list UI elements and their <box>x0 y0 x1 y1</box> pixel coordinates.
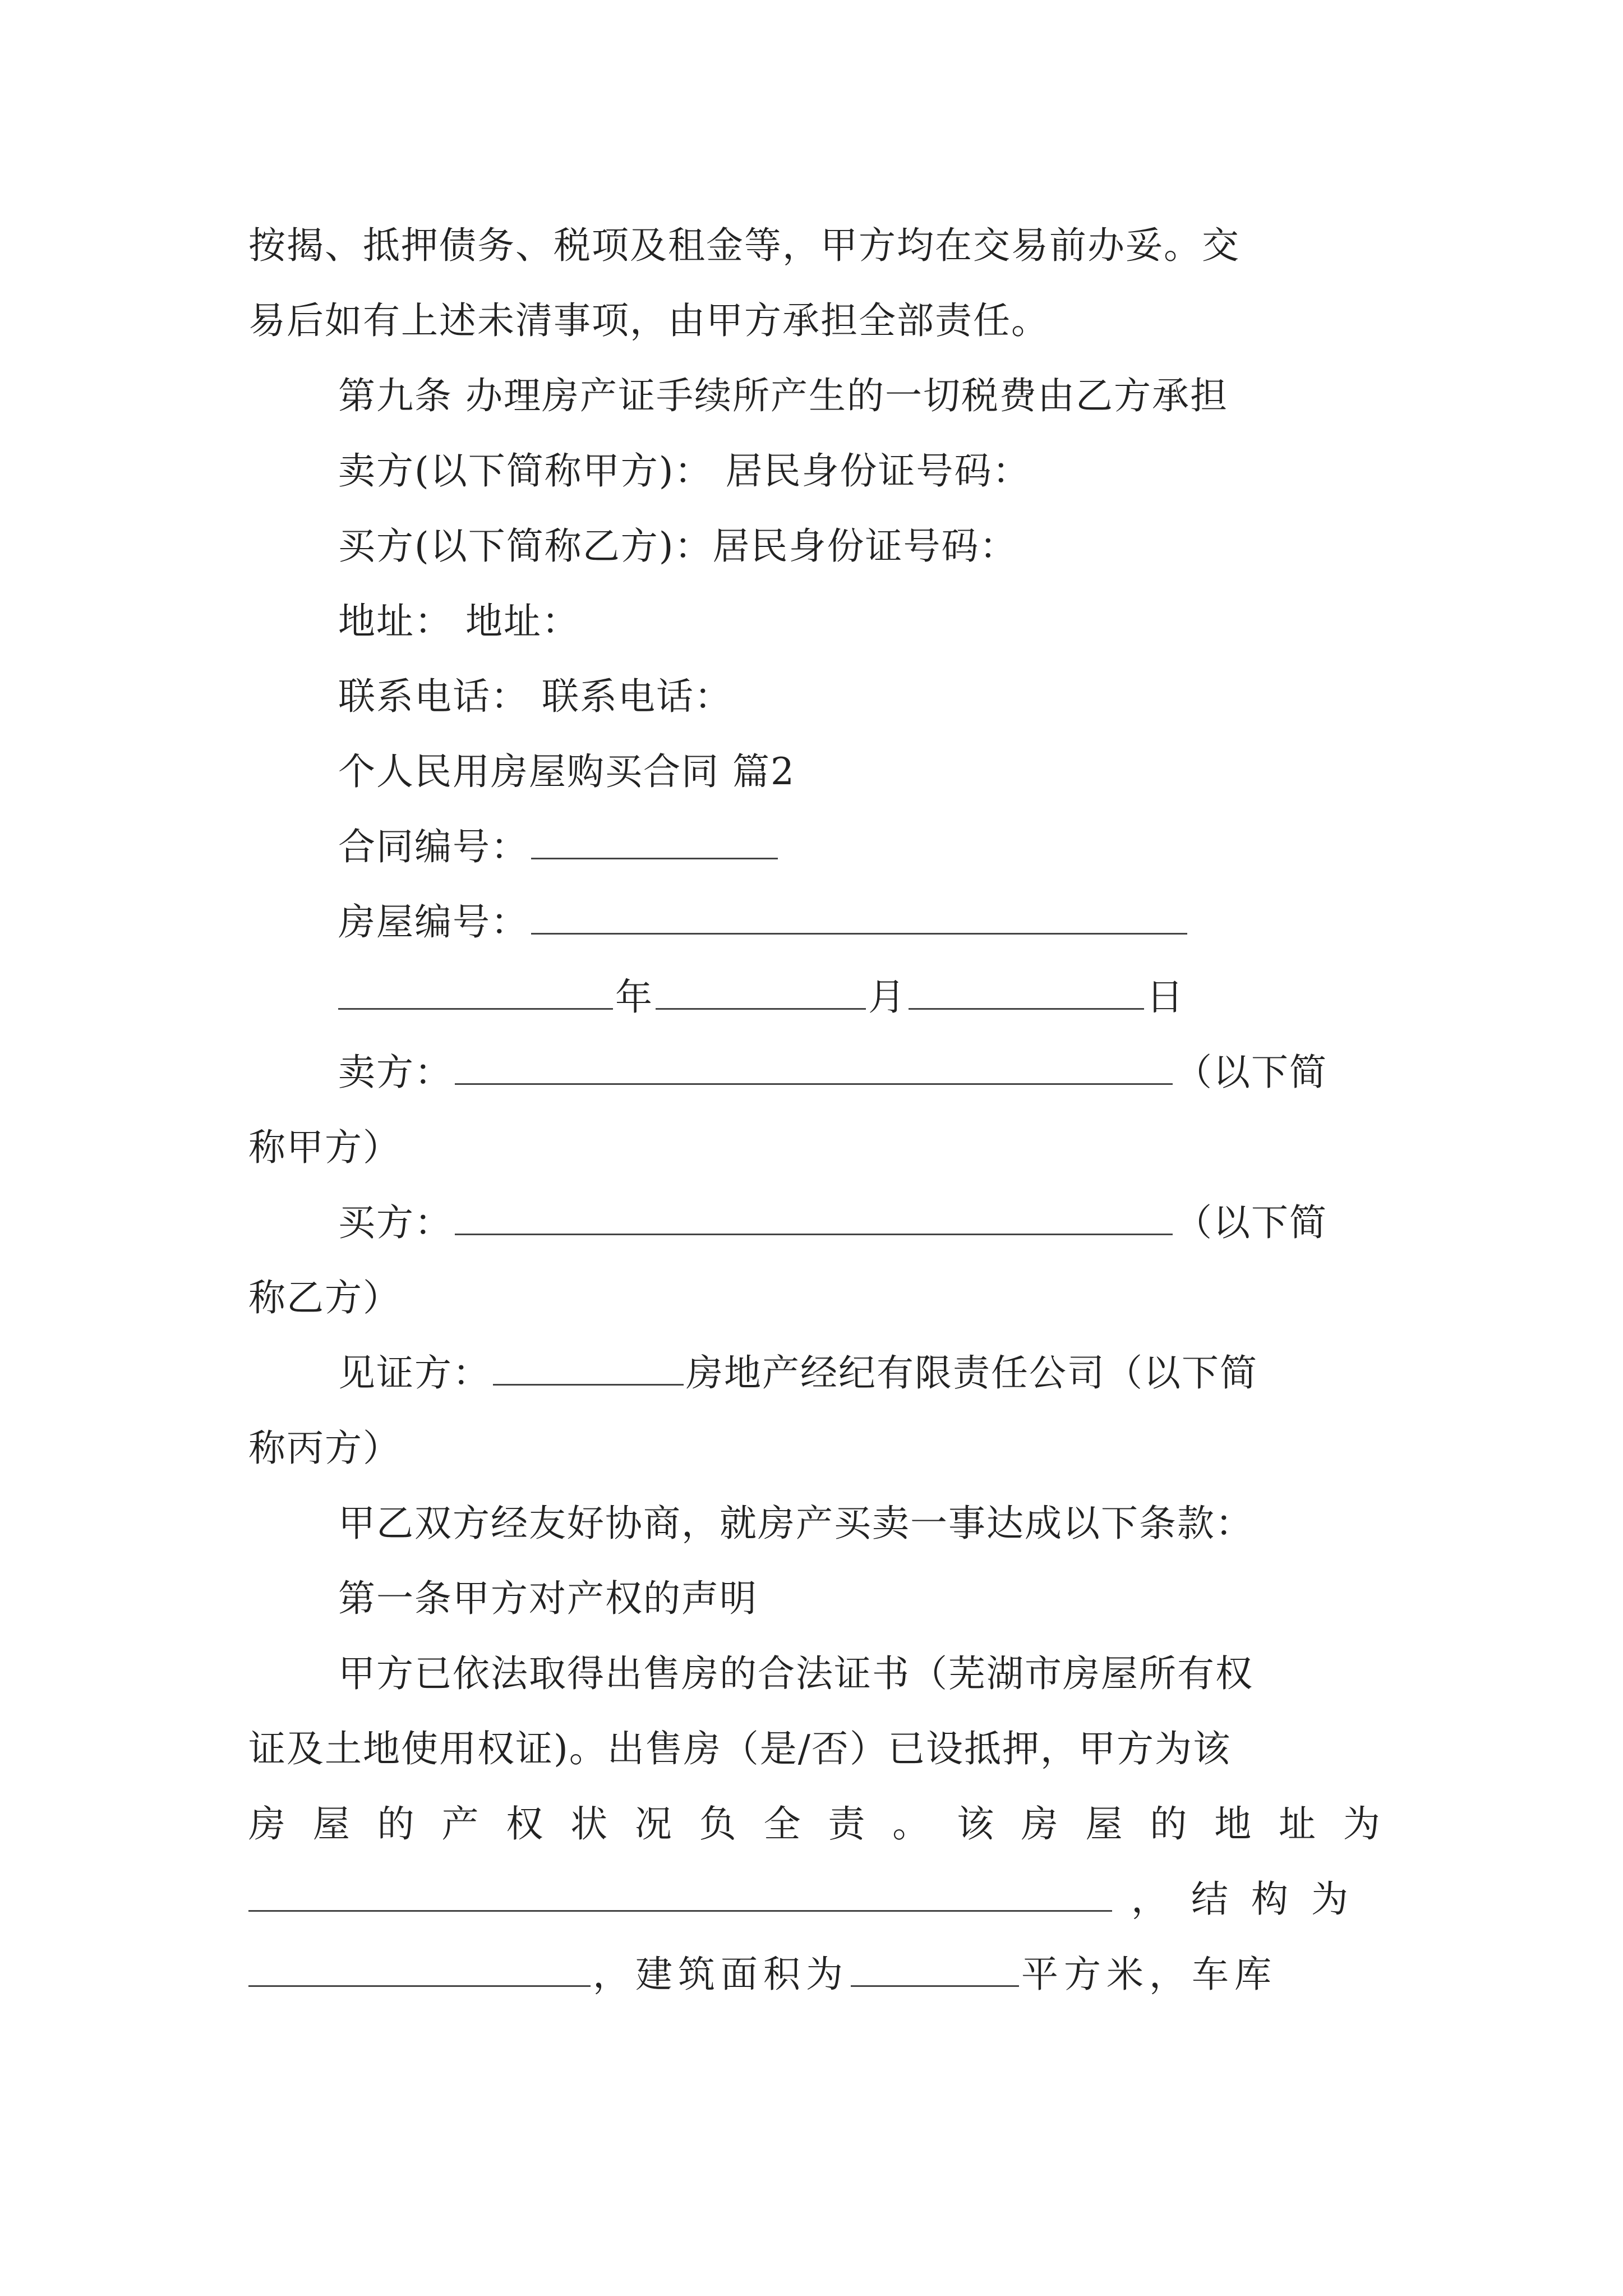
buyer-line <box>338 1200 1327 1245</box>
char: 房 <box>1021 1802 1059 1846</box>
text-line: 证及土地使用权证)。出售房（是/否）已设抵押，甲方为该 <box>248 1727 1231 1770</box>
address-blank <box>248 1879 1112 1912</box>
char: 的 <box>1150 1802 1188 1846</box>
seller-tail: （以下简 <box>1175 1051 1327 1094</box>
area-label: ，建筑面积为 <box>593 1953 849 1996</box>
text-line: 按揭、抵押债务、税项及租金等，甲方均在交易前办妥。交 <box>248 224 1240 267</box>
day-label: 日 <box>1146 976 1184 1019</box>
seller-id-line: 卖方(以下简称甲方)： 居民身份证号码： <box>338 449 1031 493</box>
buyer-label: 买方： <box>338 1201 453 1244</box>
char: 权 <box>506 1802 545 1846</box>
contract-number-label: 合同编号： <box>338 825 529 868</box>
char: 。 <box>892 1802 931 1846</box>
char: 屋 <box>312 1802 351 1846</box>
buyer-blank <box>455 1202 1173 1235</box>
structure-blank <box>248 1954 591 1987</box>
year-label: 年 <box>615 976 653 1019</box>
char: 的 <box>377 1802 416 1846</box>
char: 况 <box>634 1802 673 1846</box>
month-blank <box>656 977 866 1010</box>
char: 该 <box>956 1802 995 1846</box>
date-line <box>338 975 1184 1020</box>
witness-label: 见证方： <box>338 1351 491 1395</box>
area-line <box>248 1952 1277 1997</box>
contract-heading: 个人民用房屋购买合同 篇2 <box>338 750 795 793</box>
house-number-label: 房屋编号： <box>338 900 529 944</box>
structure-line <box>248 1877 1354 1922</box>
day-blank <box>909 977 1144 1010</box>
text-line: 称乙方） <box>248 1276 401 1319</box>
text-line: 易后如有上述未清事项，由甲方承担全部责任。 <box>248 299 1049 342</box>
text-line: 甲方已依法取得出售房的合法证书（芜湖市房屋所有权 <box>338 1652 1253 1695</box>
char: 屋 <box>1085 1802 1124 1846</box>
structure-label: ， 结 构 为 <box>1131 1878 1354 1921</box>
char: 址 <box>1279 1802 1317 1846</box>
clause-nine: 第九条 办理房产证手续所产生的一切税费由乙方承担 <box>338 374 1228 417</box>
char: 负 <box>699 1802 737 1846</box>
area-unit: 平方米，车库 <box>1021 1953 1277 1996</box>
char: 全 <box>763 1802 802 1846</box>
text-line: 称丙方） <box>248 1427 401 1470</box>
justified-text-line <box>248 1802 1381 1847</box>
seller-blank <box>455 1052 1173 1085</box>
area-blank <box>851 1954 1019 1987</box>
seller-label: 卖方： <box>338 1051 453 1094</box>
buyer-id-line: 买方(以下简称乙方)：居民身份证号码： <box>338 524 1018 568</box>
char: 房 <box>248 1802 287 1846</box>
char: 状 <box>570 1802 609 1846</box>
house-number-line <box>338 900 1189 945</box>
witness-tail: 房地产经纪有限责任公司（以下简 <box>686 1351 1258 1395</box>
witness-line <box>338 1351 1258 1396</box>
char: 地 <box>1214 1802 1253 1846</box>
text-line: 称甲方） <box>248 1126 401 1169</box>
contract-number-blank <box>531 826 778 859</box>
phone-line: 联系电话： 联系电话： <box>338 675 732 718</box>
witness-blank <box>493 1352 684 1386</box>
clause-one-heading: 第一条甲方对产权的声明 <box>338 1577 758 1620</box>
buyer-tail: （以下简 <box>1175 1201 1327 1244</box>
agreement-intro: 甲乙双方经友好协商，就房产买卖一事达成以下条款： <box>338 1502 1253 1545</box>
char: 为 <box>1343 1802 1381 1846</box>
year-blank <box>338 977 613 1010</box>
contract-number-line <box>338 825 780 869</box>
month-label: 月 <box>868 976 906 1019</box>
house-number-blank <box>531 901 1187 935</box>
char: 产 <box>441 1802 480 1846</box>
address-line: 地址： 地址： <box>338 600 580 643</box>
seller-line <box>338 1050 1327 1095</box>
char: 责 <box>828 1802 866 1846</box>
